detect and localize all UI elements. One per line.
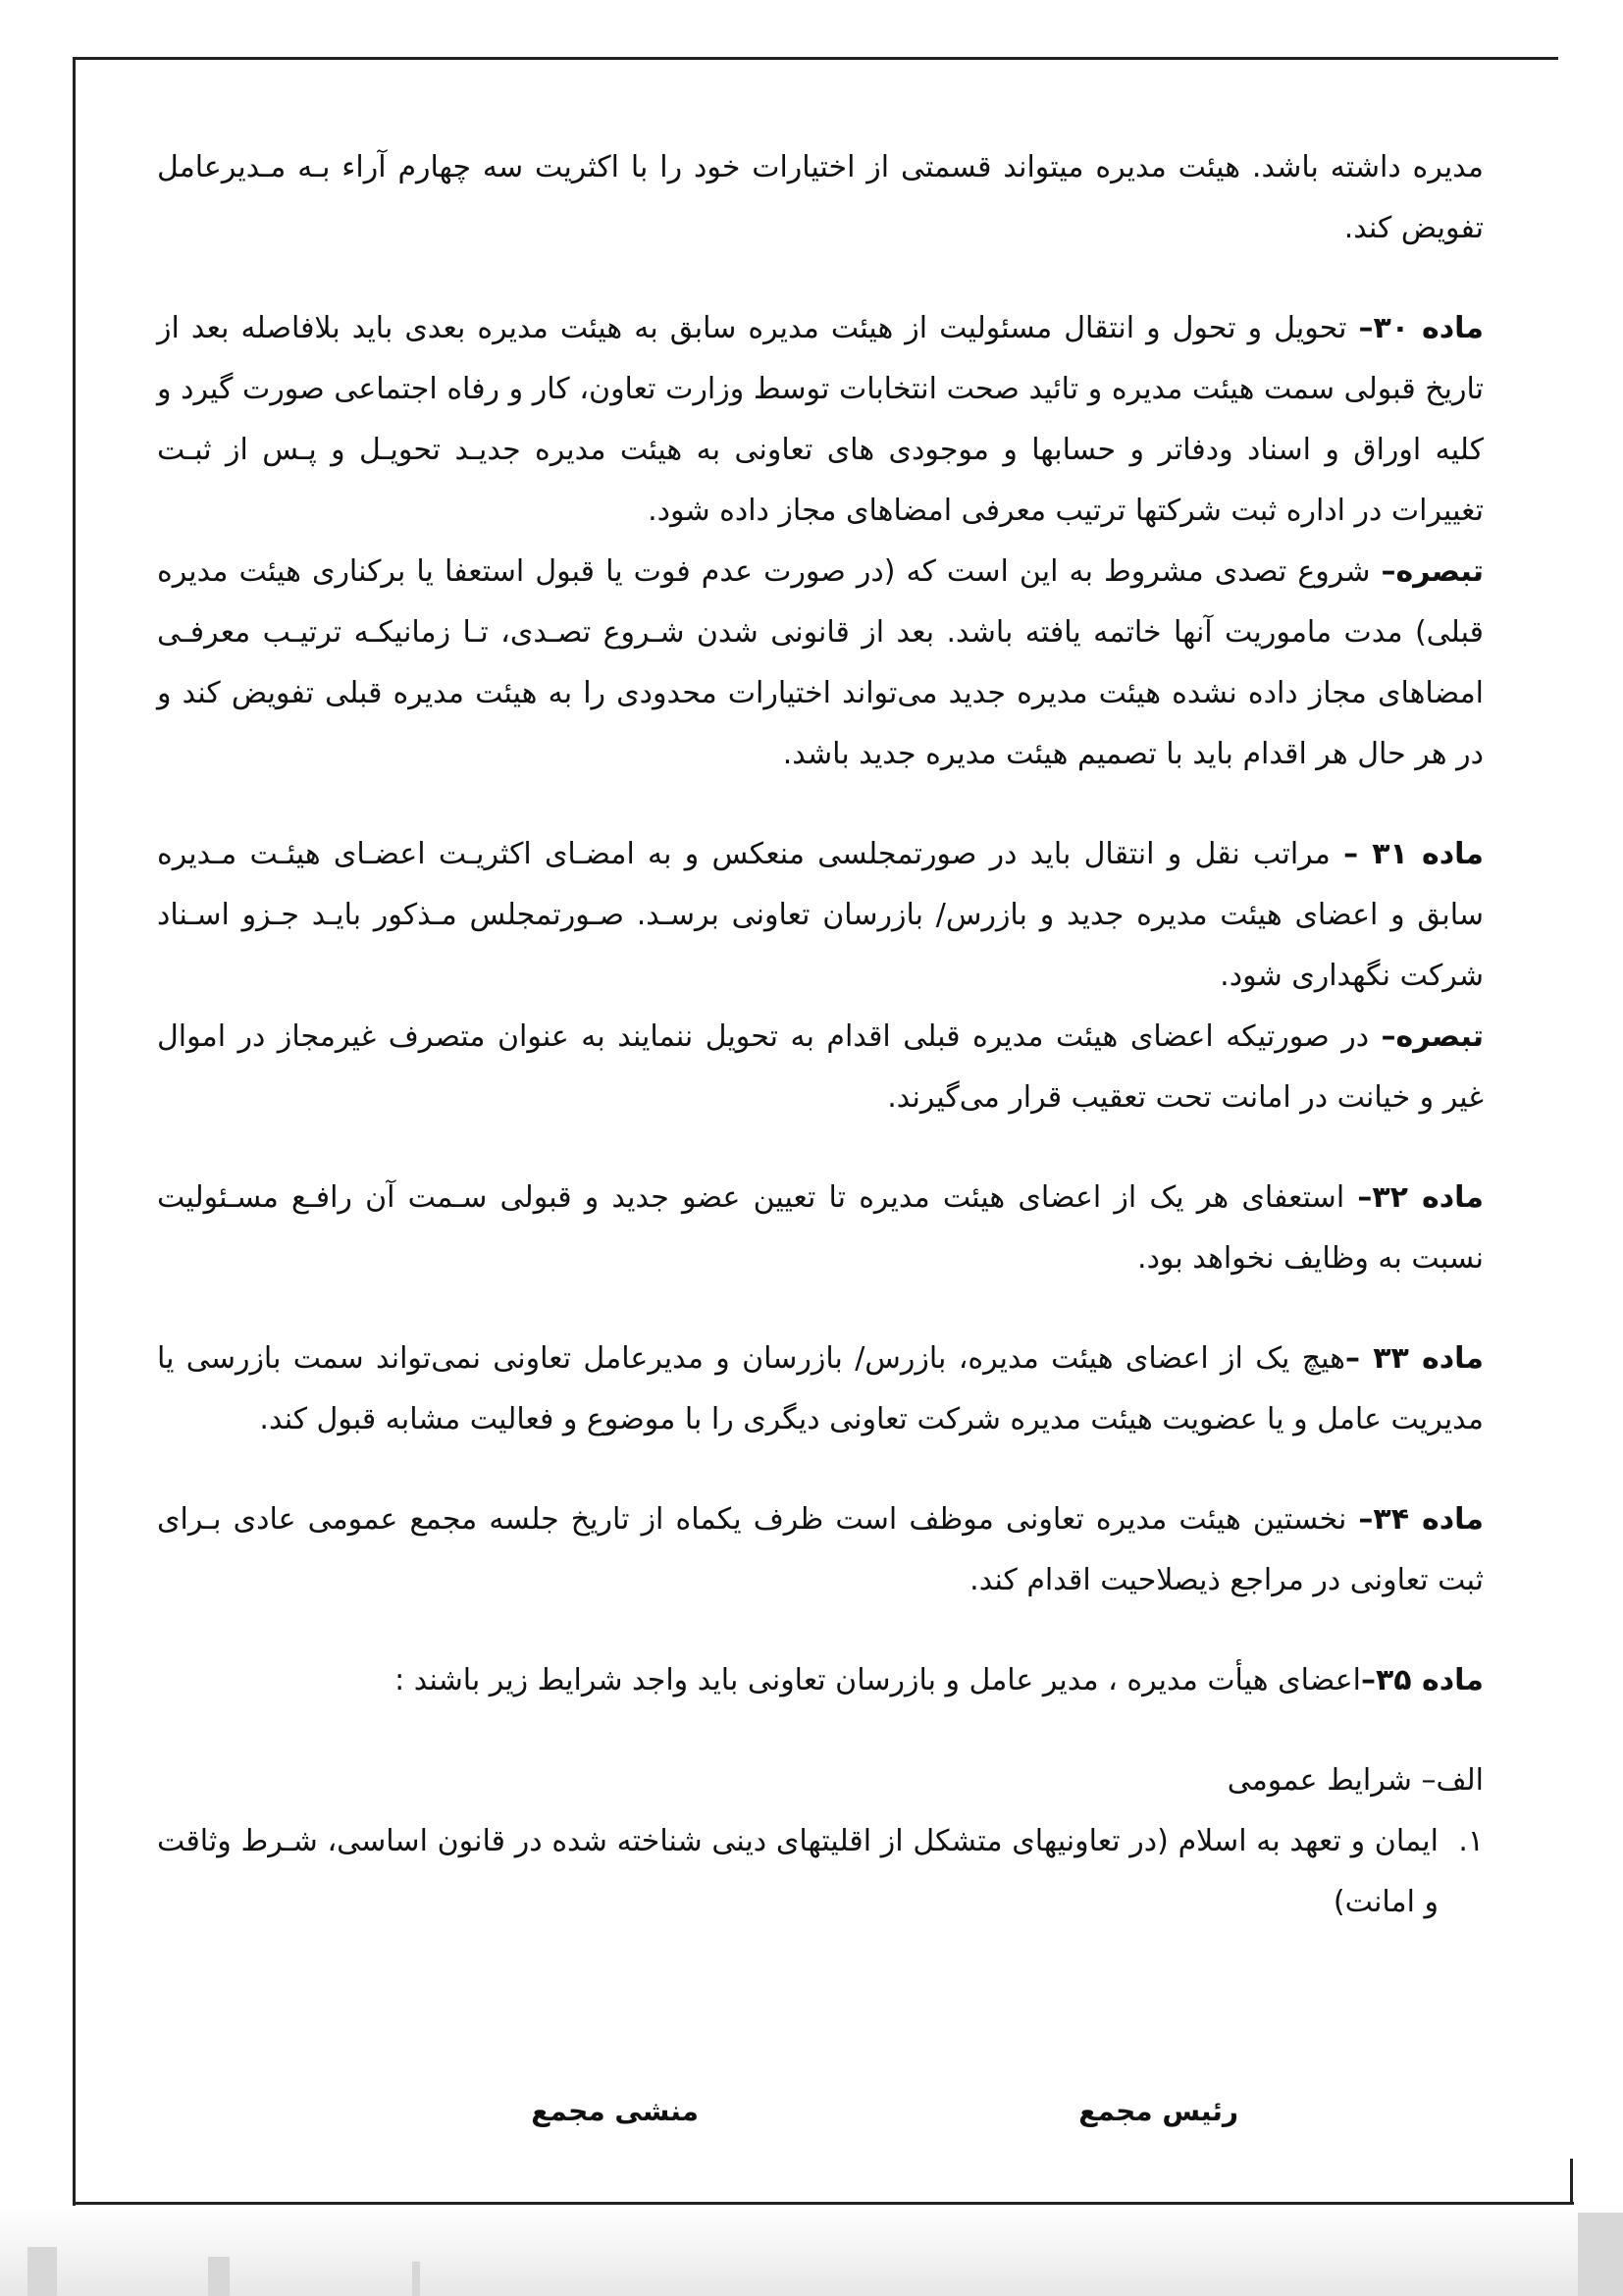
president-signature-label: رئیس مجمع xyxy=(1078,2095,1238,2127)
article-34-text: نخستین هیئت مدیره تعاونی موظف است ظرف یکماه از تاریخ جلسه مجمع عمومی عادی بـرای ثبت تعاونی در مراجع ذیصلاحیت اقدام کند. xyxy=(157,1502,1484,1597)
note-31-text: در صورتیکه اعضای هیئت مدیره قبلی اقدام به تحویل ننمایند به عنوان متصرف غیرمجاز در اموال غیر و خیانت در امانت تحت تعقیب قرار می‌گیرند. xyxy=(157,1019,1484,1115)
article-32-label: ماده ۳۲– xyxy=(1357,1180,1484,1215)
scan-artifact-mark xyxy=(1578,2213,1623,2296)
article-35 xyxy=(157,1650,1484,1711)
paragraph-intro-text: مدیره داشته باشد. هیئت مدیره میتواند قسمتی از اختیارات خود را با اکثریت سه چهارم آراء بـه مـدیرعامل تفویض کند. xyxy=(157,150,1484,245)
article-30-label: ماده ۳۰– xyxy=(1358,311,1484,345)
signature-area xyxy=(157,2095,1484,2154)
article-33-label: ماده ۳۳ – xyxy=(1344,1341,1485,1376)
secretary-signature-label: منشی مجمع xyxy=(531,2095,699,2127)
note-30 xyxy=(157,542,1484,785)
scan-artifact-mark xyxy=(412,2262,420,2296)
page-frame-bottom-line xyxy=(73,2202,1574,2205)
article-32-text: استعفای هر یک از اعضای هیئت مدیره تا تعیین عضو جدید و قبولی سـمت آن رافـع مسـئولیت نسبت به وظایف نخواهد بود. xyxy=(157,1180,1484,1276)
scan-artifact-mark xyxy=(208,2257,230,2296)
document-body xyxy=(157,137,1484,1933)
article-33 xyxy=(157,1329,1484,1450)
article-34 xyxy=(157,1489,1484,1611)
list-item-1-number: ۱. xyxy=(1458,1824,1484,1858)
article-30-text: تحویل و تحول و انتقال مسئولیت از هیئت مدیره سابق به هیئت مدیره بعدی باید بلافاصله بعد از تاریخ قبولی سمت هیئت مدیره و تائید صحت انتخابات توسط وزارت تعاون، کار و رفاه اجتماعی صورت گیرد و کلیه اوراق و اسناد ودفاتر و حسابها و موجودی های تعاونی به هیئت مدیره جدیـد تحویـل و پـس از ثبـت تغییرات در اداره ثبت شرکتها ترتیب معرفی امضاهای مجاز داده شود. xyxy=(157,311,1484,528)
scan-artifact-strip xyxy=(0,2208,1623,2296)
article-31-text: مراتب نقل و انتقال باید در صورتمجلسی منعکس و به امضـای اکثریـت اعضـای هیئـت مـدیره سابق و اعضای هیئت مدیره جدید و بازرس/ بازرسان تعاونی برسـد. صـورتمجلس مـذکور بایـد جـزو اسـناد شرکت نگهداری شود. xyxy=(157,837,1484,993)
article-31 xyxy=(157,824,1484,1007)
section-general-conditions: الف– شرایط عمومی xyxy=(1227,1763,1484,1798)
note-30-text: شروع تصدی مشروط به این است که (در صورت عدم فوت یا قبول استعفا یا برکناری هیئت مدیره قبلی) مدت ماموریت آنها خاتمه یافته باشد. بعد از قانونی شدن شـروع تصـدی، تـا زمانیکـه ترتیـب معرفـی امضاهای مجاز داده نشده هیئت مدیره جدید می‌تواند اختیارات محدودی را به هیئت مدیره قبلی تفویض کند و در هر حال هر اقدام باید با تصمیم هیئت مدیره جدید باشد. xyxy=(157,554,1484,771)
note-31 xyxy=(157,1007,1484,1128)
note-31-label: تبصره– xyxy=(1381,1019,1484,1054)
article-34-label: ماده ۳۴– xyxy=(1358,1502,1484,1537)
paragraph-intro xyxy=(157,137,1484,259)
scan-artifact-mark xyxy=(27,2247,57,2296)
article-35-label: ماده ۳۵– xyxy=(1360,1663,1484,1697)
article-33-text: هیچ یک از اعضای هیئت مدیره، بازرس/ بازرسان و مدیرعامل تعاونی نمی‌تواند سمت بازرسی یا مدیریت عامل و یا عضویت هیئت مدیره شرکت تعاونی دیگری را با موضوع و فعالیت مشابه قبول کند. xyxy=(157,1341,1484,1436)
article-35-text: اعضای هیأت مدیره ، مدیر عامل و بازرسان تعاونی باید واجد شرایط زیر باشند : xyxy=(394,1663,1361,1697)
list-item-1-text: ایمان و تعهد به اسلام (در تعاونیهای متشکل از اقلیتهای دینی شناخته شده در قانون اساسی، شـرط وثاقت و امانت) xyxy=(157,1824,1439,1919)
article-30 xyxy=(157,298,1484,542)
note-30-label: تبصره– xyxy=(1381,554,1484,589)
list-item-1 xyxy=(157,1811,1484,1933)
article-31-label: ماده ۳۱ – xyxy=(1343,837,1484,871)
article-32 xyxy=(157,1168,1484,1289)
page-frame-corner-tick xyxy=(1570,2159,1573,2204)
